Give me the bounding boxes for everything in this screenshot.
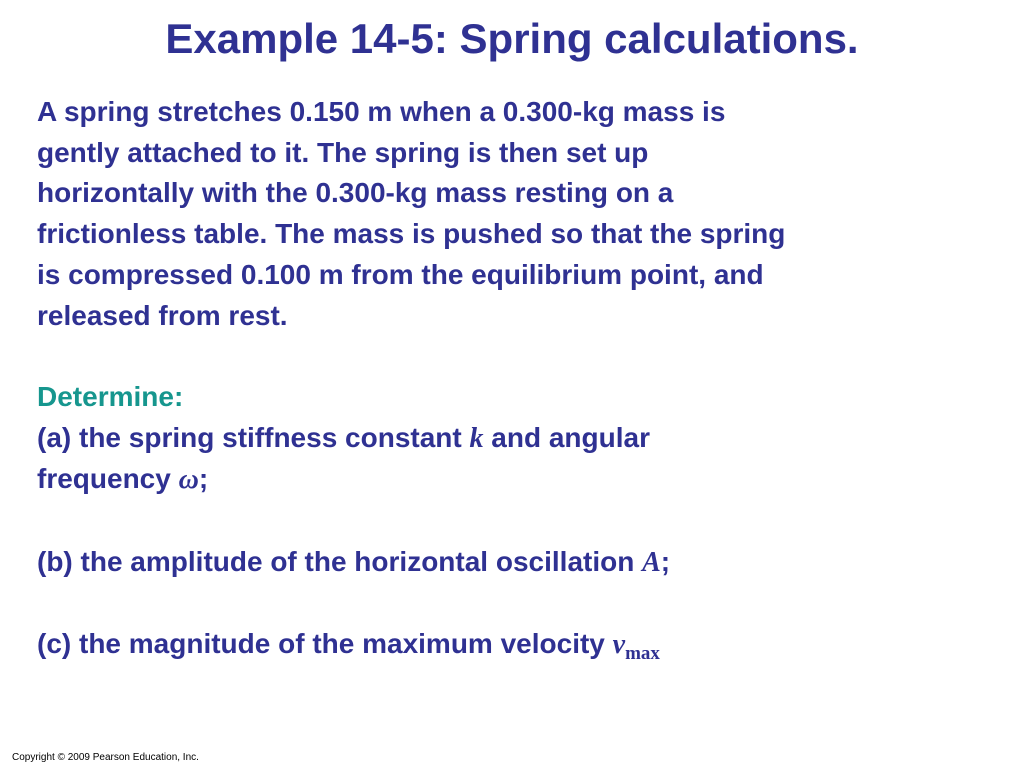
determine-label: Determine: xyxy=(37,380,184,412)
slide-body xyxy=(37,92,987,675)
spacer xyxy=(37,583,987,624)
part-a xyxy=(37,418,987,501)
part-b-line xyxy=(37,542,987,584)
part-c-text: (c) the magnitude of the maximum velocity xyxy=(37,628,613,660)
problem-line: frictionless table. The mass is pushed so that the spring xyxy=(37,218,786,250)
part-b xyxy=(37,542,987,584)
part-b-text: (b) the amplitude of the horizontal oscillation xyxy=(37,545,643,577)
part-a-text-after: and angular xyxy=(483,421,650,453)
part-a-text: (a) the spring stiffness constant xyxy=(37,421,470,453)
problem-line: is compressed 0.100 m from the equilibrium point, and xyxy=(37,258,764,290)
part-c xyxy=(37,624,987,675)
part-a-line-1 xyxy=(37,418,987,460)
symbol-omega: ω xyxy=(178,464,199,496)
part-c-line xyxy=(37,624,987,675)
symbol-k: k xyxy=(469,422,484,454)
spacer xyxy=(37,501,987,542)
part-a-line-2 xyxy=(37,459,987,501)
problem-line: released from rest. xyxy=(37,299,288,331)
part-a-semicolon: ; xyxy=(198,463,209,495)
subscript-max: max xyxy=(625,643,660,665)
part-b-semicolon: ; xyxy=(660,545,671,577)
part-a-text-2: frequency xyxy=(37,463,179,495)
problem-statement xyxy=(37,92,987,336)
problem-line: horizontally with the 0.300-kg mass resting on a xyxy=(37,177,674,209)
problem-line: A spring stretches 0.150 m when a 0.300-kg mass is xyxy=(37,96,726,127)
copyright-notice: Copyright © 2009 Pearson Education, Inc. xyxy=(12,752,199,763)
slide-title: Example 14-5: Spring calculations. xyxy=(165,15,859,62)
symbol-a: A xyxy=(642,546,661,578)
symbol-v: v xyxy=(612,629,626,661)
problem-line: gently attached to it. The spring is then set up xyxy=(37,136,649,168)
